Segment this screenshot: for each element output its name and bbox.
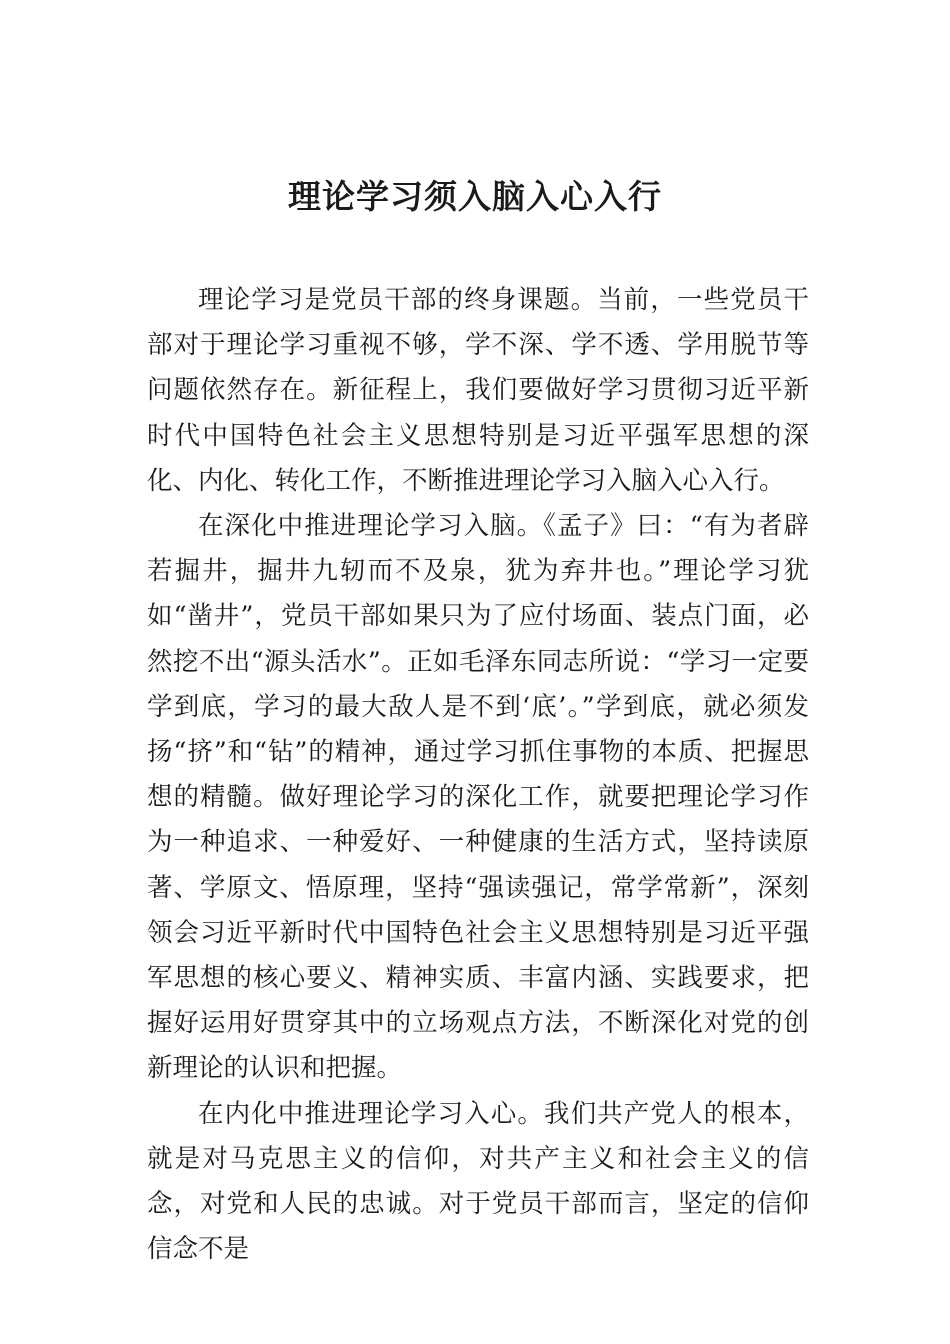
- paragraph-intro: 理论学习是党员干部的终身课题。当前，一些党员干部对于理论学习重视不够，学不深、学不透、学用脱节等问题依然存在。新征程上，我们要做好学习贯彻习近平新时代中国特色社会主义思想特别是习近平强军思想的深化、内化、转化工作，不断推进理论学习入脑入心入行。: [147, 285, 809, 496]
- paragraph-deepen: 在深化中推进理论学习入脑。《孟子》曰：“有为者辟若掘井，掘井九轫而不及泉，犹为弃井也。”理论学习犹如“凿井”，党员干部如果只为了应付场面、装点门面，必然挖不出“源头活水”。正如毛泽东同志所说：“学习一定要学到底，学习的最大敌人是不到‘底’。”学到底，就必须发扬“挤”和“钻”的精神，通过学习抓住事物的本质、把握思想的精髓。做好理论学习的深化工作，就要把理论学习作为一种追求、一种爱好、一种健康的生活方式，坚持读原著、学原文、悟原理，坚持“强读强记，常学常新”，深刻领会习近平新时代中国特色社会主义思想特别是习近平强军思想的核心要义、精神实质、丰富内涵、实践要求，把握好运用好贯穿其中的立场观点方法，不断深化对党的创新理论的认识和把握。: [147, 511, 809, 1084]
- article-body: [147, 278, 809, 1272]
- paragraph-internalize: 在内化中推进理论学习入心。我们共产党人的根本，就是对马克思主义的信仰，对共产主义和社会主义的信念，对党和人民的忠诚。对于党员干部而言，坚定的信仰信念不是: [147, 1098, 809, 1265]
- page-title: 理论学习须入脑入心入行: [288, 177, 662, 216]
